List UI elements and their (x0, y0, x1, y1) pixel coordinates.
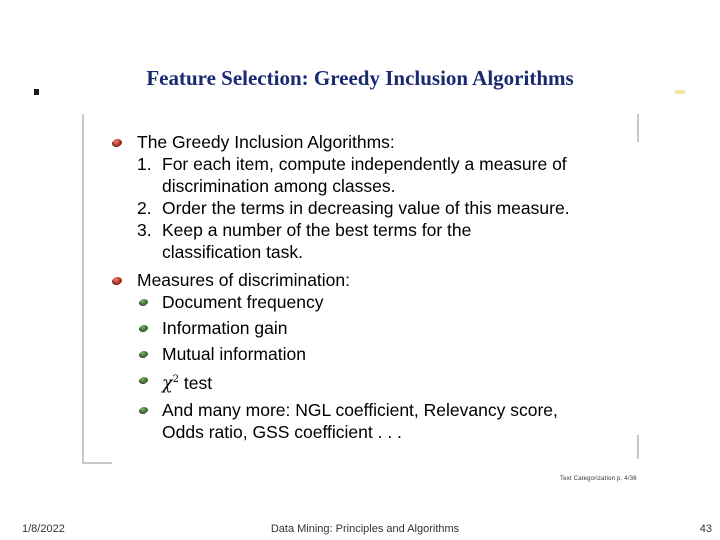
slide-content (110, 131, 630, 443)
embedded-slide-footer: Text Categorization p. 4/36 (560, 476, 637, 482)
frame-right-line (637, 114, 639, 142)
step-1: 1. For each item, compute independently a measure of discrimination among classes. (137, 154, 567, 196)
measure-document-frequency: Document frequency (110, 291, 630, 313)
chi-symbol: $\chi^2$ (162, 373, 179, 394)
bullet-icon (113, 139, 122, 146)
bullet-measures: Measures of discrimination: (110, 269, 630, 291)
measure-chi-square-test: $\chi^2$ test (110, 369, 630, 395)
sub-bullet-icon (140, 351, 148, 357)
measure-many-more: And many more: NGL coefficient, Relevancy score, Odds ratio, GSS coefficient . . . (110, 399, 630, 443)
bullet-greedy-inclusion: The Greedy Inclusion Algorithms: (110, 131, 630, 153)
footer-title: Data Mining: Principles and Algorithms (270, 523, 460, 535)
measure-mutual-information: Mutual information (110, 343, 630, 365)
sub-bullet-icon (140, 325, 148, 331)
bullet-icon (113, 277, 122, 284)
step-2: 2. Order the terms in decreasing value of this measure. (137, 198, 570, 218)
measure-information-gain: Information gain (110, 317, 630, 339)
footer-page-number: 43 (699, 523, 712, 535)
step-3: 3. Keep a number of the best terms for the classification task. (137, 220, 472, 262)
sub-bullet-icon (140, 407, 148, 413)
frame-bottom-line (82, 462, 112, 464)
slide-title: Feature Selection: Greedy Inclusion Algorithms (146, 66, 574, 90)
frame-right-line-lower (637, 435, 639, 459)
sub-bullet-icon (140, 377, 148, 383)
footer-date: 1/8/2022 (22, 523, 65, 535)
frame-left-line (82, 114, 84, 464)
sub-bullet-icon (140, 299, 148, 305)
